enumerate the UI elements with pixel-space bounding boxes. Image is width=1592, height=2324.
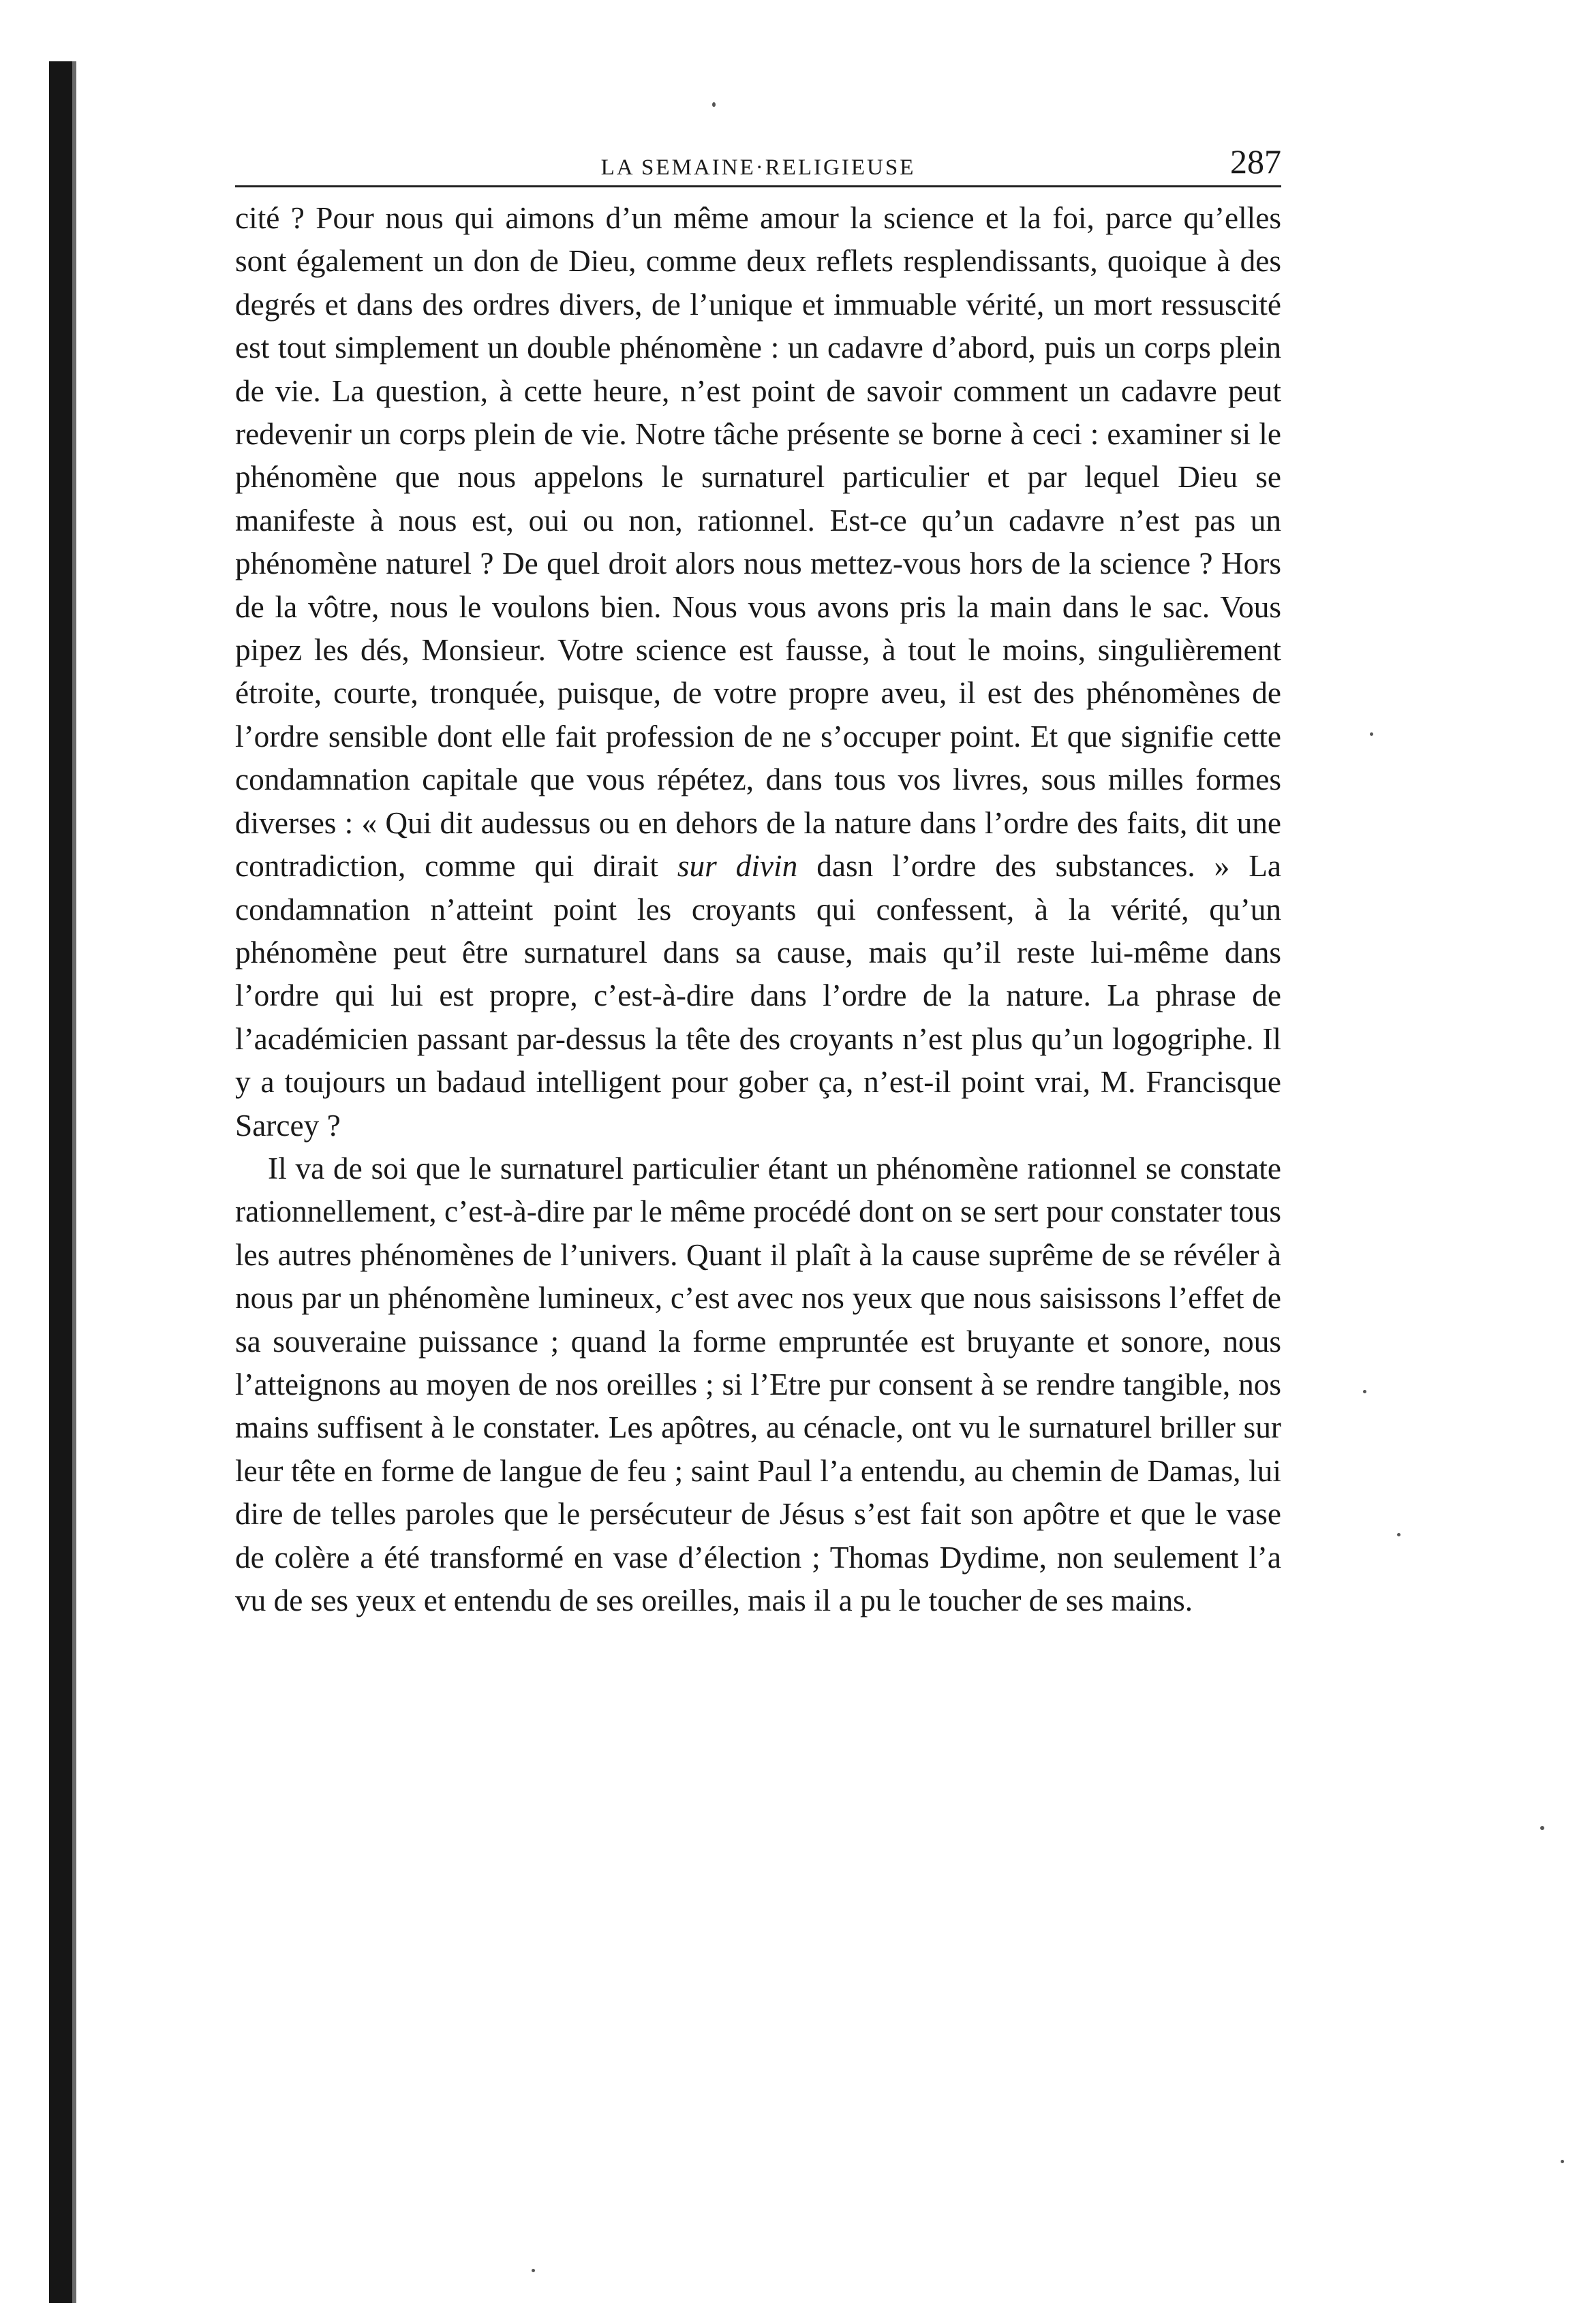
print-speck <box>1540 1826 1544 1830</box>
paragraph <box>235 1147 1281 1622</box>
print-speck <box>712 102 716 107</box>
paragraph-text: cité ? Pour nous qui aimons d’un même amour la science et la foi, parce qu’elles sont également un don de Dieu, comme deux reflets resplendissants, quoique à des degrés et dans des ordres divers, de l’unique et immuable vérité, un mort ressuscité est tout simplement un double phénomène : un cadavre d’abord, puis un corps plein de vie. La question, à cette heure, n’est point de savoir comment un cadavre peut redevenir un corps plein de vie. Notre tâche présente se borne à ceci : examiner si le phénomène que nous appelons le surnaturel particulier et par lequel Dieu se manifeste à nous est, oui ou non, rationnel. Est-ce qu’un cadavre n’est pas un phénomène naturel ? De quel droit alors nous mettez-vous hors de la science ? Hors de la vôtre, nous le voulons bien. Nous vous avons pris la main dans le sac. Vous pipez les dés, Monsieur. Votre science est fausse, à tout le moins, singulièrement étroite, courte, tronquée, puisque, de votre propre aveu, il est des phénomènes de l’ordre sensible dont elle fait profession de ne s’occuper point. Et que signifie cette condamnation capitale que vous répétez, dans tous vos livres, sous milles formes diverses : « Qui dit audessus ou en dehors de la nature dans l’ordre des faits, dit une contradiction, comme qui dirait <box>235 201 1281 884</box>
running-title: LA SEMAINE·RELIGIEUSE <box>600 155 916 180</box>
print-speck <box>1363 1390 1366 1393</box>
print-speck <box>1397 1533 1400 1536</box>
paragraph-italic-text: sur divin <box>677 849 798 884</box>
running-head <box>235 136 1281 187</box>
page-number: 287 <box>1230 142 1281 181</box>
paragraph-continued <box>235 197 1281 1147</box>
paragraph-text: Il va de soi que le surnaturel particulier étant un phénomène rationnel se constate rationnellement, c’est-à-dire par le même procédé dont on se sert pour constater tous les autres phénomènes de l’univers. Quant il plaît à la cause suprême de se révéler à nous par un phénomène lumineux, c’est avec nos yeux que nous saisissons l’effet de sa souveraine puissance ; quand la forme empruntée est bruyante et sonore, nous l’atteignons au moyen de nos oreilles ; si l’Etre pur consent à se rendre tangible, nos mains suffisent à le constater. Les apôtres, au cénacle, ont vu le surnaturel briller sur leur tête en forme de langue de feu ; saint Paul l’a entendu, au chemin de Damas, lui dire de telles paroles que le persécuteur de Jésus s’est fait son apôtre et que le vase de colère a été transformé en vase d’élection ; Thomas Dydime, non seulement l’a vu de ses yeux et entendu de ses oreilles, mais il a pu le toucher de ses mains. <box>235 1151 1281 1617</box>
paragraph-text-after: dasn l’ordre des substances. » La condamnation n’atteint point les croyants qui confessent, à la vérité, qu’un phénomène peut être surnaturel dans sa cause, mais qu’il reste lui-même dans l’ordre qui lui est propre, c’est-à-dire dans l’ordre de la nature. La phrase de l’académicien passant par-dessus la tête des croyants n’est plus qu’un logogriphe. Il y a toujours un badaud intelligent pour gober ça, n’est-il point vrai, M. Francisque Sarcey ? <box>235 849 1281 1143</box>
page <box>235 136 1281 1622</box>
binding-edge <box>49 61 72 2303</box>
text-block <box>235 197 1281 1622</box>
binding-edge-highlight <box>72 61 76 2303</box>
print-speck <box>532 2269 535 2272</box>
print-speck <box>1370 732 1373 736</box>
print-speck <box>1561 2160 1564 2163</box>
